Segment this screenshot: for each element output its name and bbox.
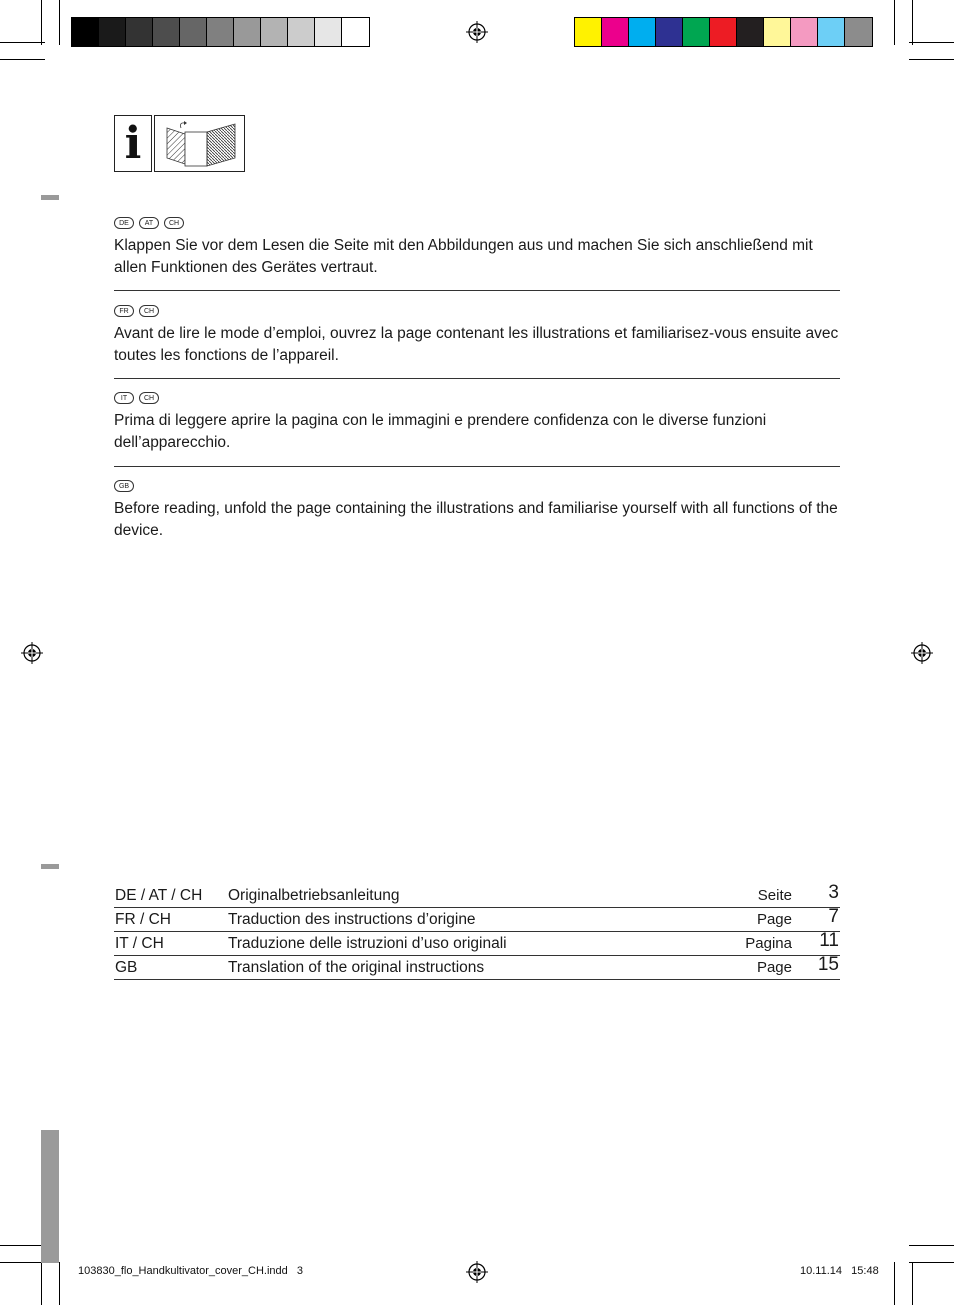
section-divider — [114, 290, 840, 291]
toc-language: GB — [115, 959, 138, 976]
country-code-badge: CH — [139, 305, 159, 317]
color-swatch — [342, 18, 369, 46]
color-swatch — [153, 18, 180, 46]
color-swatch — [656, 18, 683, 46]
fold-marker — [41, 195, 59, 200]
crop-mark — [41, 1262, 42, 1305]
toc-language: DE / AT / CH — [115, 887, 203, 904]
country-code-badge: GB — [114, 480, 134, 492]
info-icon: i — [114, 115, 152, 172]
process-color-bar — [574, 17, 873, 47]
crop-mark — [59, 0, 60, 45]
toc-language: FR / CH — [115, 911, 171, 928]
color-swatch — [315, 18, 342, 46]
section-fr — [114, 305, 840, 367]
crop-mark — [0, 1245, 45, 1246]
toc-title: Translation of the original instructions — [228, 959, 485, 976]
registration-mark-icon — [466, 21, 488, 43]
crop-mark — [912, 0, 913, 45]
color-swatch — [288, 18, 315, 46]
crop-mark — [0, 59, 45, 60]
country-flags — [114, 217, 840, 230]
country-code-badge: CH — [164, 217, 184, 229]
slug-filename: 103830_flo_Handkultivator_cover_CH.indd 3 — [78, 1265, 304, 1277]
toc-row[interactable] — [114, 884, 840, 908]
table-of-contents — [114, 884, 840, 980]
toc-page-label: Page — [756, 911, 792, 928]
crop-mark — [59, 1262, 60, 1305]
toc-page-number: 11 — [819, 930, 839, 951]
unfold-pages-icon — [154, 115, 245, 172]
color-swatch — [126, 18, 153, 46]
unfold-illustration-icon — [155, 116, 244, 171]
country-flags — [114, 480, 840, 493]
grayscale-color-bar — [71, 17, 370, 47]
section-text: Before reading, unfold the page containing the illustrations and familiarise yourself with all functions of the device. — [114, 500, 838, 539]
color-swatch — [629, 18, 656, 46]
crop-mark — [912, 1262, 913, 1305]
toc-page-label: Pagina — [745, 935, 792, 952]
country-code-badge: FR — [114, 305, 134, 317]
color-swatch — [575, 18, 602, 46]
crop-mark — [909, 1262, 954, 1263]
section-divider — [114, 466, 840, 467]
section-text: Prima di leggere aprire la pagina con le immagini e prendere confidenza con le diverse funzioni dell’apparecchio. — [114, 412, 767, 451]
registration-mark-icon — [466, 1261, 488, 1283]
country-code-badge: IT — [114, 392, 134, 404]
toc-title: Originalbetriebsanleitung — [228, 887, 400, 904]
toc-title: Traduzione delle istruzioni d’uso originali — [228, 935, 507, 952]
toc-language: IT / CH — [115, 935, 164, 952]
color-swatch — [261, 18, 288, 46]
color-swatch — [683, 18, 710, 46]
country-flags — [114, 305, 840, 318]
crop-mark — [909, 1245, 954, 1246]
section-divider — [114, 378, 840, 379]
color-swatch — [99, 18, 126, 46]
crop-mark — [0, 42, 45, 43]
color-swatch — [180, 18, 207, 46]
toc-row[interactable] — [114, 908, 840, 932]
color-swatch — [602, 18, 629, 46]
crop-mark — [0, 1262, 45, 1263]
country-code-badge: CH — [139, 392, 159, 404]
toc-row[interactable] — [114, 956, 840, 980]
country-code-badge: DE — [114, 217, 134, 229]
crop-mark — [909, 42, 954, 43]
toc-page-number: 3 — [828, 882, 839, 903]
color-swatch — [72, 18, 99, 46]
section-de — [114, 217, 840, 279]
slug-timestamp: 10.11.14 15:48 — [800, 1265, 879, 1277]
registration-mark-icon — [911, 642, 933, 664]
section-text: Avant de lire le mode d’emploi, ouvrez la page contenant les illustrations et familiarisez-vous ensuite avec toutes les fonctions de l’appareil. — [114, 325, 839, 364]
toc-page-label: Page — [756, 959, 792, 976]
crop-mark — [894, 1262, 895, 1305]
section-it — [114, 392, 840, 454]
section-text: Klappen Sie vor dem Lesen die Seite mit den Abbildungen aus und machen Sie sich anschließend mit allen Funktionen des Gerätes vertraut. — [114, 237, 813, 276]
section-gb — [114, 480, 840, 542]
crop-mark — [909, 59, 954, 60]
color-swatch — [845, 18, 872, 46]
color-swatch — [710, 18, 737, 46]
toc-row[interactable] — [114, 932, 840, 956]
color-swatch — [737, 18, 764, 46]
color-swatch — [234, 18, 261, 46]
color-swatch — [818, 18, 845, 46]
color-swatch — [791, 18, 818, 46]
toc-page-number: 7 — [828, 906, 839, 927]
country-code-badge: AT — [139, 217, 159, 229]
toc-page-number: 15 — [817, 954, 839, 975]
color-swatch — [764, 18, 791, 46]
crop-mark — [41, 0, 42, 45]
edge-tab — [41, 1130, 59, 1263]
registration-mark-icon — [21, 642, 43, 664]
fold-marker — [41, 864, 59, 869]
crop-mark — [894, 0, 895, 45]
toc-page-label: Seite — [757, 887, 792, 904]
color-swatch — [207, 18, 234, 46]
country-flags — [114, 392, 840, 405]
toc-title: Traduction des instructions d’origine — [228, 911, 476, 928]
